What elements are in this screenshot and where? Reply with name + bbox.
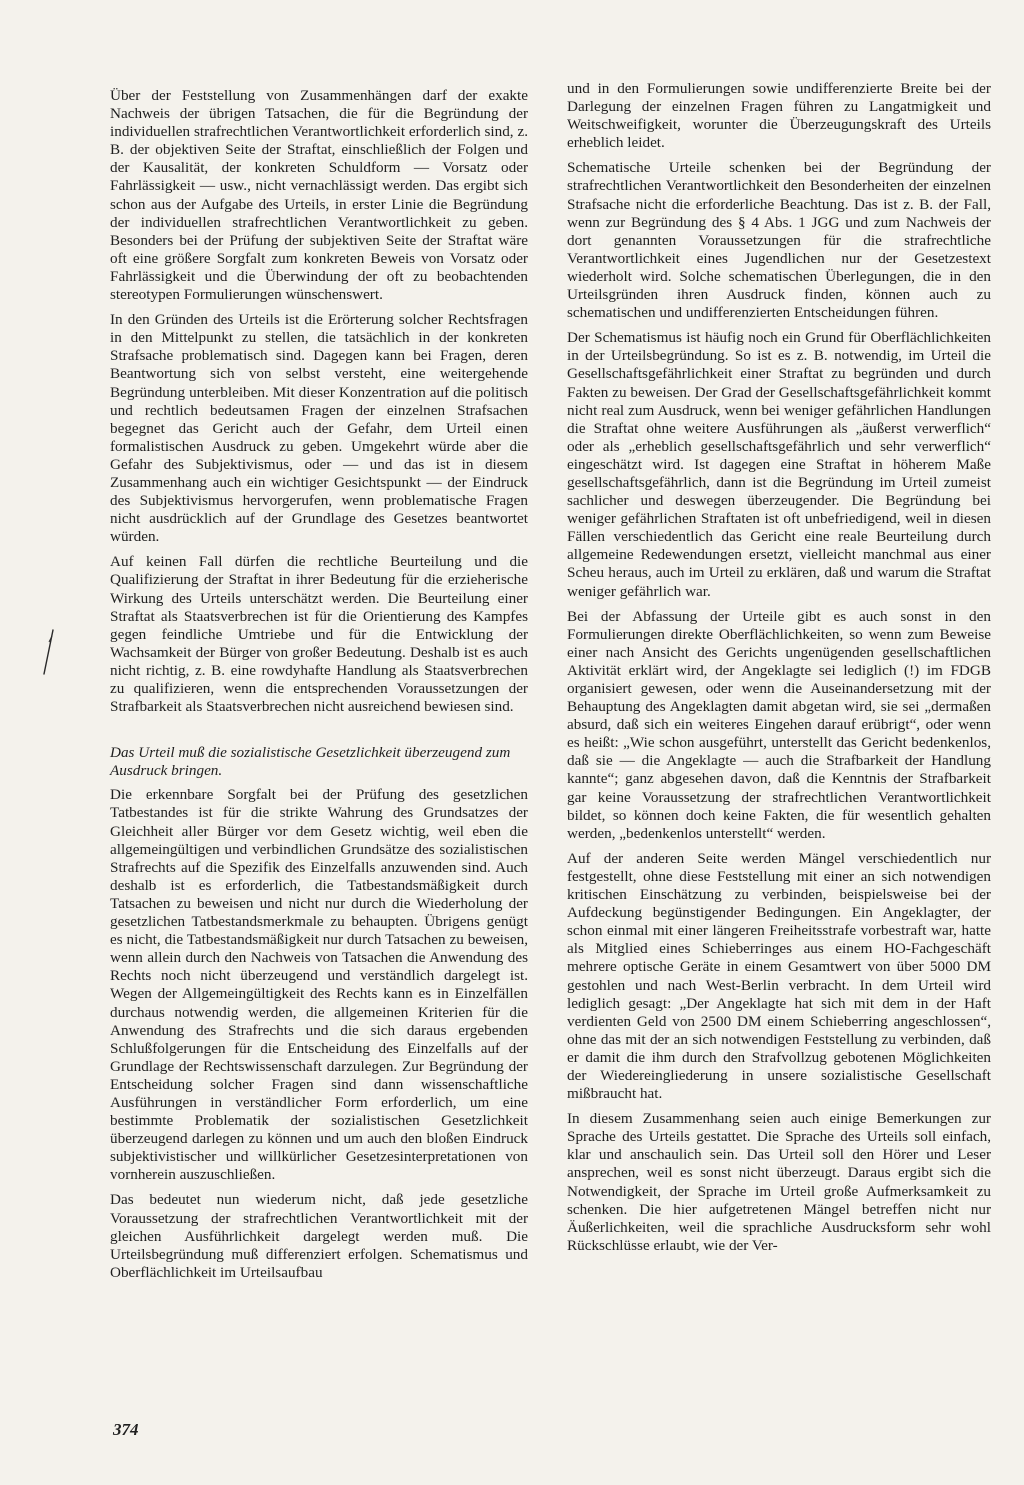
paragraph: und in den Formulierungen sowie undifferenzierte Breite bei der Darlegung der einzelnen Fragen führen zu Langatmigkeit und Weitschweifigkeit, worunter die Überzeugungskraft des Urteils erheblich leidet. bbox=[567, 80, 991, 152]
paragraph: Das bedeutet nun wiederum nicht, daß jede gesetzliche Voraussetzung der strafrechtlichen Verantwortlichkeit mit der gleichen Ausführlichkeit dargelegt werden muß. Die Urteilsbegründung muß differenziert erfolgen. Schematismus und Oberflächlichkeit im Urteilsaufbau bbox=[110, 1191, 528, 1281]
paragraph: Über der Feststellung von Zusammenhängen darf der exakte Nachweis der übrigen Tatsachen, die für die Begründung der individuellen strafrechtlichen Verantwortlichkeit erforderlich sind, z. B. der objektiven Seite der Straftat, einschließlich der Folgen und der Kausalität, der konkreten Schuldform — Vorsatz oder Fahrlässigkeit — usw., nicht vernachlässigt werden. Das ergibt sich schon aus der Aufgabe des Urteils, in erster Linie die Begründung der individuellen strafrechtlichen Verantwortlichkeit zu geben. Besonders bei der Prüfung der subjektiven Seite der Straftat wäre oft eine größere Sorgfalt zum konkreten Beweis von Vorsatz oder Fahrlässigkeit und die Überwindung der oft zu beobachtenden stereotypen Formulierungen wünschenswert. bbox=[110, 87, 528, 304]
paragraph: Bei der Abfassung der Urteile gibt es auch sonst in den Formulierungen direkte Oberflächlichkeiten, so wenn zum Beweise einer nach Ansicht des Gerichts ungenügenden gesellschaftlichen Aktivität erklärt wird, der Angeklagte sei lediglich (!) im FDGB organisiert gewesen, oder wenn die Auseinandersetzung mit der Behauptung des Angeklagten damit abgetan wird, sie sei „dermaßen absurd, daß sich ein weiteres Eingehen darauf erübrigt“, oder wenn es heißt: „Wie schon ausgeführt, unterstellt das Gericht bedenkenlos, daß sie — die Angeklagte — auch die Strafbarkeit der Handlung kannte“; ganz abgesehen davon, daß die Kenntnis der Strafbarkeit gar keine Voraussetzung der strafrechtlichen Verantwortlichkeit bildet, so können doch keine Fakten, die für wesentlich gehalten werden, „bedenkenlos unterstellt“ werden. bbox=[567, 607, 991, 842]
margin-pencil-mark bbox=[40, 628, 56, 678]
page-number: 374 bbox=[113, 1420, 139, 1439]
paragraph: Auf keinen Fall dürfen die rechtliche Beurteilung und die Qualifizierung der Straftat in ihrer Bedeutung für die erzieherische Wirkung des Urteils unterschätzt werden. Die Beurteilung einer Straftat als Staatsverbrechen ist für die Orientierung des Kampfes gegen feindliche Umtriebe und für die Entwicklung der Wachsamkeit der Bürger von großer Bedeutung. Deshalb ist es auch nicht richtig, z. B. eine rowdyhafte Handlung als Staatsverbrechen zu qualifizieren, wenn die entsprechenden Voraussetzungen der Strafbarkeit als Staatsverbrechen nicht ausreichend bewiesen sind. bbox=[110, 553, 528, 716]
paragraph: Auf der anderen Seite werden Mängel verschiedentlich nur festgestellt, ohne diese Feststellung mit einer an sich notwendigen kritischen Einschätzung zu verbinden, beispielsweise bei der Aufdeckung begünstigender Bedingungen. Ein Angeklagter, der schon einmal mit einer längeren Freiheitsstrafe vorbestraft war, hatte als Mitglied eines Schieberringes aus einem HO-Fachgeschäft mehrere optische Geräte in einem Gesamtwert von über 5000 DM gestohlen und nach West-Berlin verbracht. In dem Urteil wird lediglich gesagt: „Der Angeklagte hat sich mit dem in der Haft verdienten Geld von 2500 DM einem Schieberring angeschlossen“, ohne das mit der an sich notwendigen Feststellung zu verbinden, daß er damit die ihm durch den Strafvollzug gebotenen Möglichkeiten der Wiedereingliederung in unsere sozialistische Gesellschaft mißbraucht hat. bbox=[567, 849, 991, 1103]
right-column bbox=[567, 80, 991, 1262]
paragraph: Der Schematismus ist häufig noch ein Grund für Oberflächlichkeiten in der Urteilsbegründung. So ist es z. B. notwendig, im Urteil die Gesellschaftsgefährlichkeit einer Straftat zu begründen und durch Fakten zu beweisen. Der Grad der Gesellschaftsgefährlichkeit kommt nicht real zum Ausdruck, wenn bei weniger gefährlichen Handlungen die Straftat ohne weitere Ausführungen als „äußerst verwerflich“ oder als „erheblich gesellschaftsgefährlich und sehr verwerflich“ eingeschätzt wird. Ist dagegen eine Straftat in höherem Maße gesellschaftsgefährlich, dann ist die Begründung im Urteil zumeist sachlicher und deswegen überzeugender. Die Begründung bei weniger gefährlichen Straftaten ist oft unbefriedigend, weil in diesen Fällen verschiedentlich das Gericht eine reale Beurteilung durch allgemeine Redewendungen ersetzt, vielleicht manchmal aus einer Scheu heraus, auch im Urteil zu erklären, daß und warum die Straftat weniger gefährlich war. bbox=[567, 329, 991, 600]
paragraph: Schematische Urteile schenken bei der Begründung der strafrechtlichen Verantwortlichkeit den Besonderheiten der einzelnen Strafsache nicht die erforderliche Beachtung. Das ist z. B. der Fall, wenn zur Begründung des § 4 Abs. 1 JGG und zum Nachweis der dort genannten Voraussetzungen für die strafrechtliche Verantwortlichkeit eines Jugendlichen nur der Gesetzestext wiederholt wird. Solche schematischen Überlegungen, die in den Urteilsgründen ihren Ausdruck finden, können auch zu schematischen und undifferenzierten Entscheidungen führen. bbox=[567, 159, 991, 322]
paragraph: In den Gründen des Urteils ist die Erörterung solcher Rechtsfragen in den Mittelpunkt zu stellen, die tatsächlich in der konkreten Strafsache problematisch sind. Dagegen kann bei Fragen, deren Beantwortung sich von selbst versteht, eine weitergehende Begründung unterbleiben. Mit dieser Konzentration auf die politisch und rechtlich bedeutsamen Fragen der einzelnen Strafsachen begegnet das Gericht auch der Gefahr, dem Urteil einen formalistischen Ausdruck zu geben. Umgekehrt würde aber die Gefahr des Subjektivismus, oder — und das ist in diesem Zusammenhang auch ein wichtiger Gesichtspunkt — der Eindruck des Subjektivismus hervorgerufen, wenn problematische Fragen nicht ausdrücklich auf der Grundlage des Gesetzes beantwortet würden. bbox=[110, 311, 528, 546]
paragraph: In diesem Zusammenhang seien auch einige Bemerkungen zur Sprache des Urteils gestattet. Die Sprache des Urteils soll einfach, klar und anschaulich sein. Das Urteil soll den Hörer und Leser ansprechen, weil es sonst nicht überzeugt. Daraus ergibt sich die Notwendigkeit, der Sprache im Urteil große Aufmerksamkeit zu schenken. Die hier aufgetretenen Mängel betreffen nicht nur Äußerlichkeiten, weil die sprachliche Ausdrucksform sehr wohl Rückschlüsse erlaubt, wie der Ver- bbox=[567, 1110, 991, 1254]
left-column bbox=[110, 87, 528, 1289]
section-heading: Das Urteil muß die sozialistische Gesetzlichkeit überzeugend zum Ausdruck bringen. bbox=[110, 744, 511, 780]
paragraph: Die erkennbare Sorgfalt bei der Prüfung des gesetzlichen Tatbestandes ist für die strikte Wahrung des Grundsatzes der Gleichheit aller Bürger vor dem Gesetz wichtig, weil eben die allgemeingültigen und verbindlichen Grundsätze des sozialistischen Strafrechts auf die Spezifik des Einzelfalls anzuwenden sind. Auch deshalb ist es erforderlich, die Tatbestandsmäßigkeit durch Tatsachen zu beweisen und nicht nur durch die Wiederholung der gesetzlichen Tatbestandsmerkmale zu behaupten. Übrigens genügt es nicht, die Tatbestandsmäßigkeit nur durch Tatsachen zu beweisen, wenn allein durch den Nachweis von Tatsachen die Anwendung des Rechts noch nicht überzeugend und verständlich dargelegt ist. Wegen der Allgemeingültigkeit des Rechts kann es in Einzelfällen durchaus notwendig werden, die allgemeinen Kriterien für die Anwendung des Strafrechts und die sich daraus ergebenden Schlußfolgerungen für die Entscheidung des Einzelfalls auf der Grundlage der Rechtswissenschaft darzulegen. Zur Begründung der Entscheidung solcher Fragen sind dann wissenschaftliche Ausführungen in verständlicher Form erforderlich, um eine bestimmte Problematik der sozialistischen Gesetzlichkeit überzeugend darlegen zu können und um auch den bloßen Eindruck subjektivistischer und willkürlicher Gesetzesinterpretationen von vornherein auszuschließen. bbox=[110, 786, 528, 1184]
